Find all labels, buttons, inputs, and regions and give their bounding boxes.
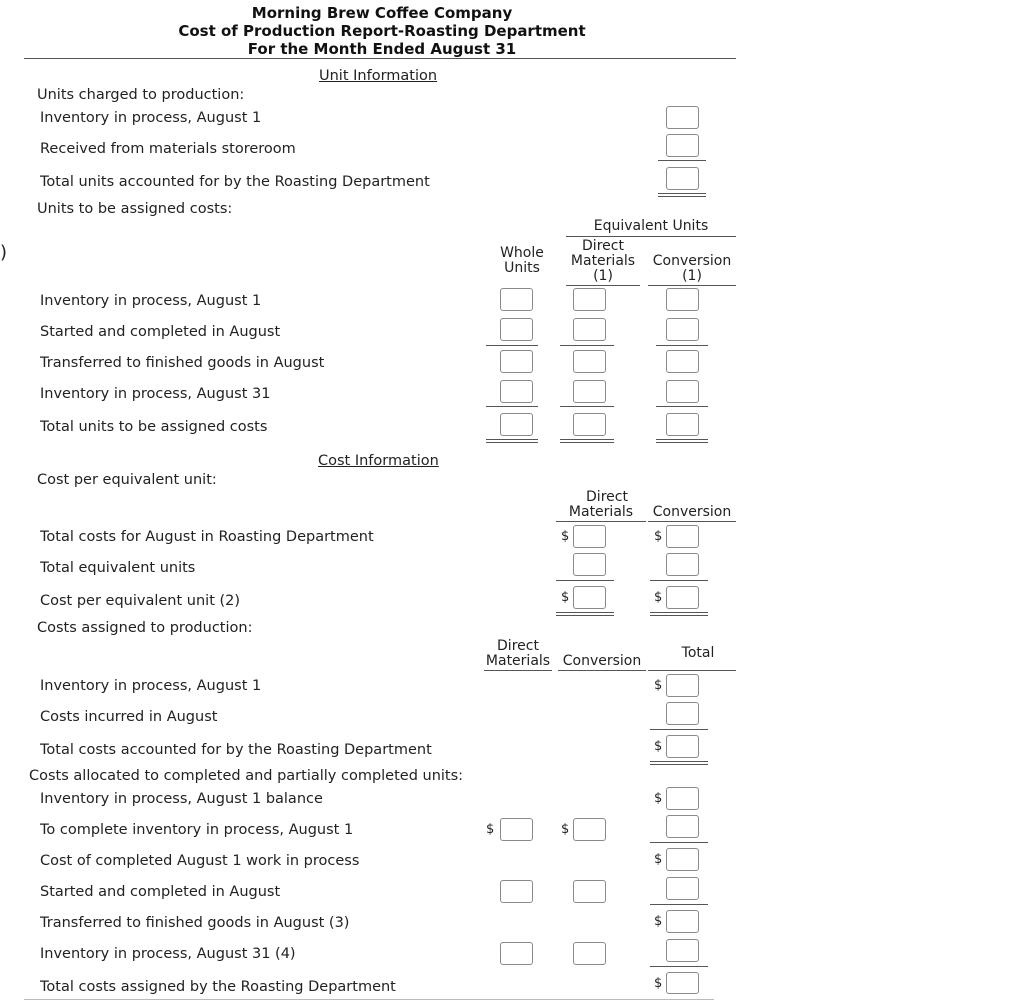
whole-units-header: Whole [500,245,544,261]
dm-to-complete-input[interactable] [500,818,533,841]
ci-row-total-costs: Total costs for August in Roasting Department [40,529,374,545]
al-row-transferred: Transferred to finished goods in August (3) [40,915,350,931]
ci-row-total-eu: Total equivalent units [40,560,196,576]
conv-eu-transferred-input[interactable] [666,350,699,373]
conv-inventory-aug31-input[interactable] [573,942,606,965]
conv-to-complete-input[interactable] [573,818,606,841]
double-rule [560,439,614,443]
conversion-header: Conversion [652,253,732,269]
rule [650,904,708,905]
dollar-sign: $ [654,590,663,605]
ca-row-costs-incurred: Costs incurred in August [40,709,218,725]
rule [650,966,708,967]
allocated-heading: Costs allocated to completed and partially completed units: [29,768,464,784]
ca-total-header: Total [681,645,715,661]
rule [650,580,708,581]
dollar-sign: $ [561,590,570,605]
ca-materials-header: Materials [485,653,551,669]
conv-started-completed-input[interactable] [573,880,606,903]
al-row-to-complete: To complete inventory in process, August 1 [40,822,354,838]
units-inventory-aug1-input[interactable] [666,106,699,129]
whole-units-started-completed-input[interactable] [500,318,533,341]
rule [650,729,708,730]
double-rule [650,761,708,765]
al-row-inventory-balance: Inventory in process, August 1 balance [40,791,323,807]
dm-started-completed-input[interactable] [500,880,533,903]
whole-units-inv-aug31-input[interactable] [500,380,533,403]
double-rule [658,193,706,197]
units-assigned-heading: Units to be assigned costs: [37,201,233,217]
row-total-units-accounted: Total units accounted for by the Roasting Department [40,174,430,190]
rule [486,406,538,407]
rule [656,345,708,346]
dollar-sign: $ [561,529,570,544]
dollar-sign: $ [654,976,663,991]
equivalent-units-header: Equivalent Units [593,218,709,234]
rule [656,406,708,407]
dm-eu-started-completed-input[interactable] [573,318,606,341]
conv-cost-per-eu-input[interactable] [666,586,699,609]
rule [560,406,614,407]
dollar-sign: $ [561,822,570,837]
rule [486,345,538,346]
cost-per-eu-heading: Cost per equivalent unit: [37,472,217,488]
rule [556,521,646,522]
al-row-total-costs-assigned: Total costs assigned by the Roasting Department [40,979,396,995]
ci-direct-header: Direct [586,489,628,505]
rule [648,521,736,522]
assign-row-inventory-aug1: Inventory in process, August 1 [40,293,262,309]
double-rule [656,439,708,443]
rule [560,345,614,346]
direct-materials-header: Direct [582,238,624,254]
dm-eu-transferred-input[interactable] [573,350,606,373]
dm-note: (1) [593,268,613,284]
dm-total-costs-input[interactable] [573,525,606,548]
units-total-accounted-input[interactable] [666,167,699,190]
total-rule [658,160,706,161]
total-started-completed-input[interactable] [666,877,699,900]
conversion-note: (1) [682,268,702,284]
company-name: Morning Brew Coffee Company [251,4,513,22]
assign-row-inventory-aug31: Inventory in process, August 31 [40,386,271,402]
dm-total-eu-input[interactable] [573,553,606,576]
row-received-storeroom: Received from materials storeroom [40,141,296,157]
dm-col-rule [566,285,640,286]
ca-row-inventory-aug1: Inventory in process, August 1 [40,678,262,694]
ci-row-cost-per-eu: Cost per equivalent unit (2) [40,593,241,609]
total-transferred-input[interactable] [666,910,699,933]
total-inventory-aug1-input[interactable] [666,674,699,697]
whole-units-header-2: Units [504,260,540,276]
double-rule [650,612,708,616]
whole-units-transferred-input[interactable] [500,350,533,373]
rule [650,842,708,843]
conv-eu-inv-aug1-input[interactable] [666,288,699,311]
unit-information-title: Unit Information [319,68,438,84]
rule [484,670,552,671]
total-costs-incurred-input[interactable] [666,702,699,725]
total-costs-accounted-input[interactable] [666,735,699,758]
total-inventory-aug31-input[interactable] [666,939,699,962]
rule [648,670,736,671]
assign-row-transferred: Transferred to finished goods in August [40,355,325,371]
dollar-sign: $ [654,791,663,806]
conv-col-rule [648,285,736,286]
assign-row-total-units: Total units to be assigned costs [40,419,268,435]
conv-eu-total-input[interactable] [666,413,699,436]
al-row-started-completed: Started and completed in August [40,884,281,900]
dollar-sign: $ [654,852,663,867]
dm-inventory-aug31-input[interactable] [500,942,533,965]
dm-cost-per-eu-input[interactable] [573,586,606,609]
ca-conversion-header: Conversion [562,653,642,669]
dollar-sign: $ [654,739,663,754]
ci-materials-header: Materials [568,504,634,520]
units-charged-heading: Units charged to production: [37,87,245,103]
rule [558,670,646,671]
conv-total-eu-input[interactable] [666,553,699,576]
double-rule [486,439,538,443]
conv-eu-inv-aug31-input[interactable] [666,380,699,403]
whole-units-inv-aug1-input[interactable] [500,288,533,311]
dm-eu-inv-aug1-input[interactable] [573,288,606,311]
total-costs-assigned-input[interactable] [666,972,699,994]
conv-eu-started-completed-input[interactable] [666,318,699,341]
dm-eu-total-input[interactable] [573,413,606,436]
dollar-sign: $ [486,822,495,837]
dollar-sign: $ [654,914,663,929]
units-received-input[interactable] [666,134,699,157]
direct-materials-header-2: Materials [570,253,636,269]
total-to-complete-input[interactable] [666,815,699,838]
report-period: For the Month Ended August 31 [247,40,517,58]
total-cost-completed-wip-input[interactable] [666,848,699,871]
left-bracket: ) [0,242,8,263]
header-rule [24,58,736,59]
cost-information-title: Cost Information [318,453,439,469]
ci-conversion-header: Conversion [652,504,732,520]
bottom-rule [24,999,714,1000]
al-row-inventory-aug31: Inventory in process, August 31 (4) [40,946,296,962]
assign-row-started-completed: Started and completed in August [40,324,281,340]
total-inventory-balance-input[interactable] [666,787,699,810]
dollar-sign: $ [654,529,663,544]
ca-direct-header: Direct [497,638,539,654]
ca-row-total-costs-accounted: Total costs accounted for by the Roasting Department [40,742,432,758]
rule [556,580,614,581]
conv-total-costs-input[interactable] [666,525,699,548]
whole-units-total-input[interactable] [500,413,533,436]
eu-header-rule [566,236,736,237]
double-rule [556,612,614,616]
dollar-sign: $ [654,678,663,693]
row-inventory-aug1: Inventory in process, August 1 [40,110,262,126]
costs-assigned-heading: Costs assigned to production: [37,620,253,636]
dm-eu-inv-aug31-input[interactable] [573,380,606,403]
report-title: Cost of Production Report-Roasting Department [178,22,586,40]
al-row-cost-completed-wip: Cost of completed August 1 work in process [40,853,360,869]
